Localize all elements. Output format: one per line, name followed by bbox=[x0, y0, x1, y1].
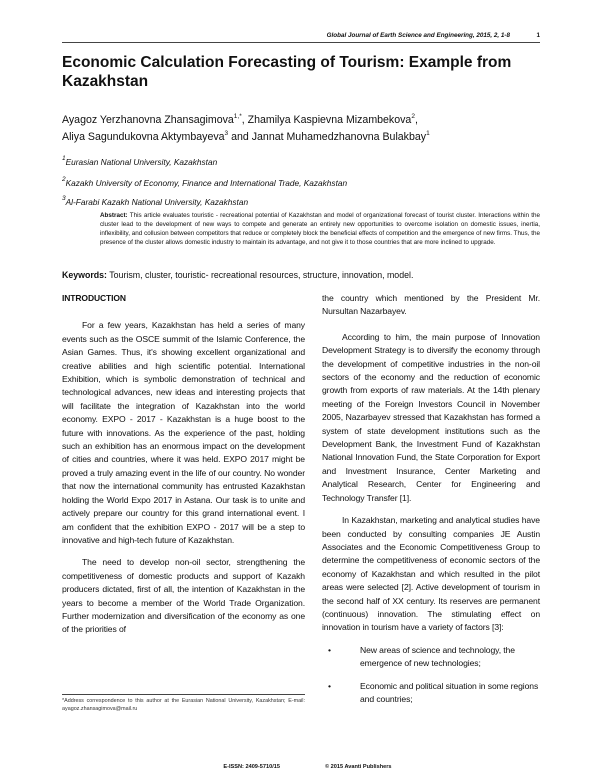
aff-sup: 3 bbox=[62, 195, 66, 202]
author-sup: 1,* bbox=[233, 113, 242, 120]
footnote: *Address correspondence to this author at the Eurasian National University, Kazakhstan; E-mail: ayagoz.zhansagimova@mail.ru bbox=[62, 698, 305, 712]
bullet-icon: • bbox=[328, 644, 331, 655]
affiliation bbox=[62, 178, 347, 188]
right-column bbox=[322, 292, 540, 715]
bullet-text: Economic and political situation in some regions and countries; bbox=[360, 680, 539, 704]
separator: , bbox=[414, 114, 418, 126]
footnote-divider bbox=[62, 694, 305, 695]
aff-text: Al-Farabi Kazakh National University, Kazakhstan bbox=[65, 197, 249, 207]
aff-sup: 2 bbox=[62, 176, 66, 183]
bullet-item bbox=[322, 644, 540, 671]
author-list bbox=[62, 112, 540, 146]
bullet-text: New areas of science and technology, the emergence of new technologies; bbox=[360, 644, 515, 669]
paragraph: For a few years, Kazakhstan has held a series of many events such as the OSCE summit of the Islamic Conference, the Asian Games. Thus, it's showing excellent organizational and creative abilities and high scientific potential. International Exhibition, which is symbolic demonstration of technical and technological advances, new ideas and interesting projects that will facilitate the integration of Kazakhstan into the world economy. EXPO - 2017 - Kazakhstan is a huge boost to the future with innovations. As the experience of the past, holding such an exhibition has an enormous impact on the development of cities and countries, where it was held. EXPO 2017 might be proved a truly amazing event in the life of our country. No wonder that now the international community has entrusted Kazakhstan holding the World Expo 2017 in Astana. Our task is to unite and actively prepare our country for this grand international event. I am confident that the exhibition EXPO - 2017 will be a step to innovative and high-tech future of Kazakhstan. bbox=[62, 320, 305, 545]
copyright: © 2015 Avanti Publishers bbox=[325, 764, 392, 770]
aff-text: Kazakh University of Economy, Finance and International Trade, Kazakhstan bbox=[65, 178, 348, 188]
keywords-text: Tourism, cluster, touristic- recreational resources, structure, innovation, model. bbox=[109, 270, 414, 280]
author-name: Aliya Sagundukovna Aktymbayeva bbox=[62, 131, 225, 143]
author-sup: 3 bbox=[224, 130, 229, 137]
paper-title: Economic Calculation Forecasting of Tourism: Example from Kazakhstan bbox=[62, 54, 512, 90]
journal-citation: Global Journal of Earth Science and Engineering, 2015, 2, 1-8 bbox=[326, 32, 510, 39]
bullet-icon: • bbox=[328, 680, 331, 691]
paragraph: In Kazakhstan, marketing and analytical studies have been conducted by consulting companies JE Austin Associates and the Economic Competitiveness Group to determine the competitiveness of economic sectors of the economy of Kazakhstan and which resulted in the pilot areas were selected [2]. Active development of tourism in the second half of XX century. Its reserves are permanent (continuous) innovation. The stimulating effect on innovation in tourism have a variety of factors [3]: bbox=[322, 515, 540, 633]
paragraph: The need to develop non-oil sector, strengthening the competitiveness of domestic products and support of Kazakh producers dictated, first of all, the intention of Kazakhstan in the years to become a member of the World Trade Organization. Further modernization and diversification of the economy as one of the priorities of bbox=[62, 557, 305, 635]
running-header bbox=[62, 32, 540, 43]
author-name: Ayagoz Yerzhanovna Zhansagimova bbox=[62, 114, 234, 126]
abstract-label: Abstract: bbox=[100, 212, 128, 219]
aff-sup: 1 bbox=[62, 155, 66, 162]
keywords-label: Keywords: bbox=[62, 270, 107, 280]
affiliation bbox=[62, 197, 248, 207]
author-name: Zhamilya Kaspievna Mizambekova bbox=[247, 114, 412, 126]
separator: and bbox=[228, 131, 252, 143]
left-column bbox=[62, 292, 305, 646]
aff-text: Eurasian National University, Kazakhstan bbox=[65, 157, 218, 167]
keywords bbox=[62, 270, 413, 280]
page-number: 1 bbox=[536, 32, 540, 39]
author-sup: 1 bbox=[426, 130, 430, 137]
author-sup: 2 bbox=[411, 113, 415, 120]
abstract bbox=[100, 211, 540, 247]
paragraph: According to him, the main purpose of Innovation Development Strategy is to diversify the economy through the development of competitive industries in the non-oil sectors of the economy and the reduction of economic growth from exports of raw materials. At the 14th plenary meeting of the Foreign Investors Council in November 2005, Nazarbayev stressed that Kazakhstan has formed a system of state development institutions such as the Development Bank, the Investment Fund of Kazakhstan National Innovation Fund, the State Corporation for Export and Investment Insurance, Center Marketing and Analytical Research, Center for Engineering and Technology Transfer [1]. bbox=[322, 331, 540, 503]
section-heading: INTRODUCTION bbox=[62, 293, 126, 303]
separator: , bbox=[241, 114, 248, 126]
bullet-item bbox=[322, 680, 540, 707]
issn: E-ISSN: 2409-5710/15 bbox=[223, 764, 280, 770]
author-name: Jannat Muhamedzhanovna Bulakbay bbox=[251, 131, 427, 143]
abstract-text: This article evaluates touristic - recreational potential of Kazakhstan and model of organizational forecast of tourist cluster. Interactions within the cluster lead to the development of new ways to compete and generate an entirely new opportunities to overcome isolation on domestic issues, inertia, inflexibility, and collusion between competitors that reduce or completely block the beneficial effects of competition and the emergence of new firms. Thus, the presence of the cluster allows domestic industry to maintain its advantage, and not give it to those countries that are more inclined to upgrade. bbox=[100, 212, 541, 247]
paragraph-continuation: the country which mentioned by the President Mr. Nursultan Nazarbayev. bbox=[322, 293, 540, 317]
affiliation bbox=[62, 157, 217, 167]
